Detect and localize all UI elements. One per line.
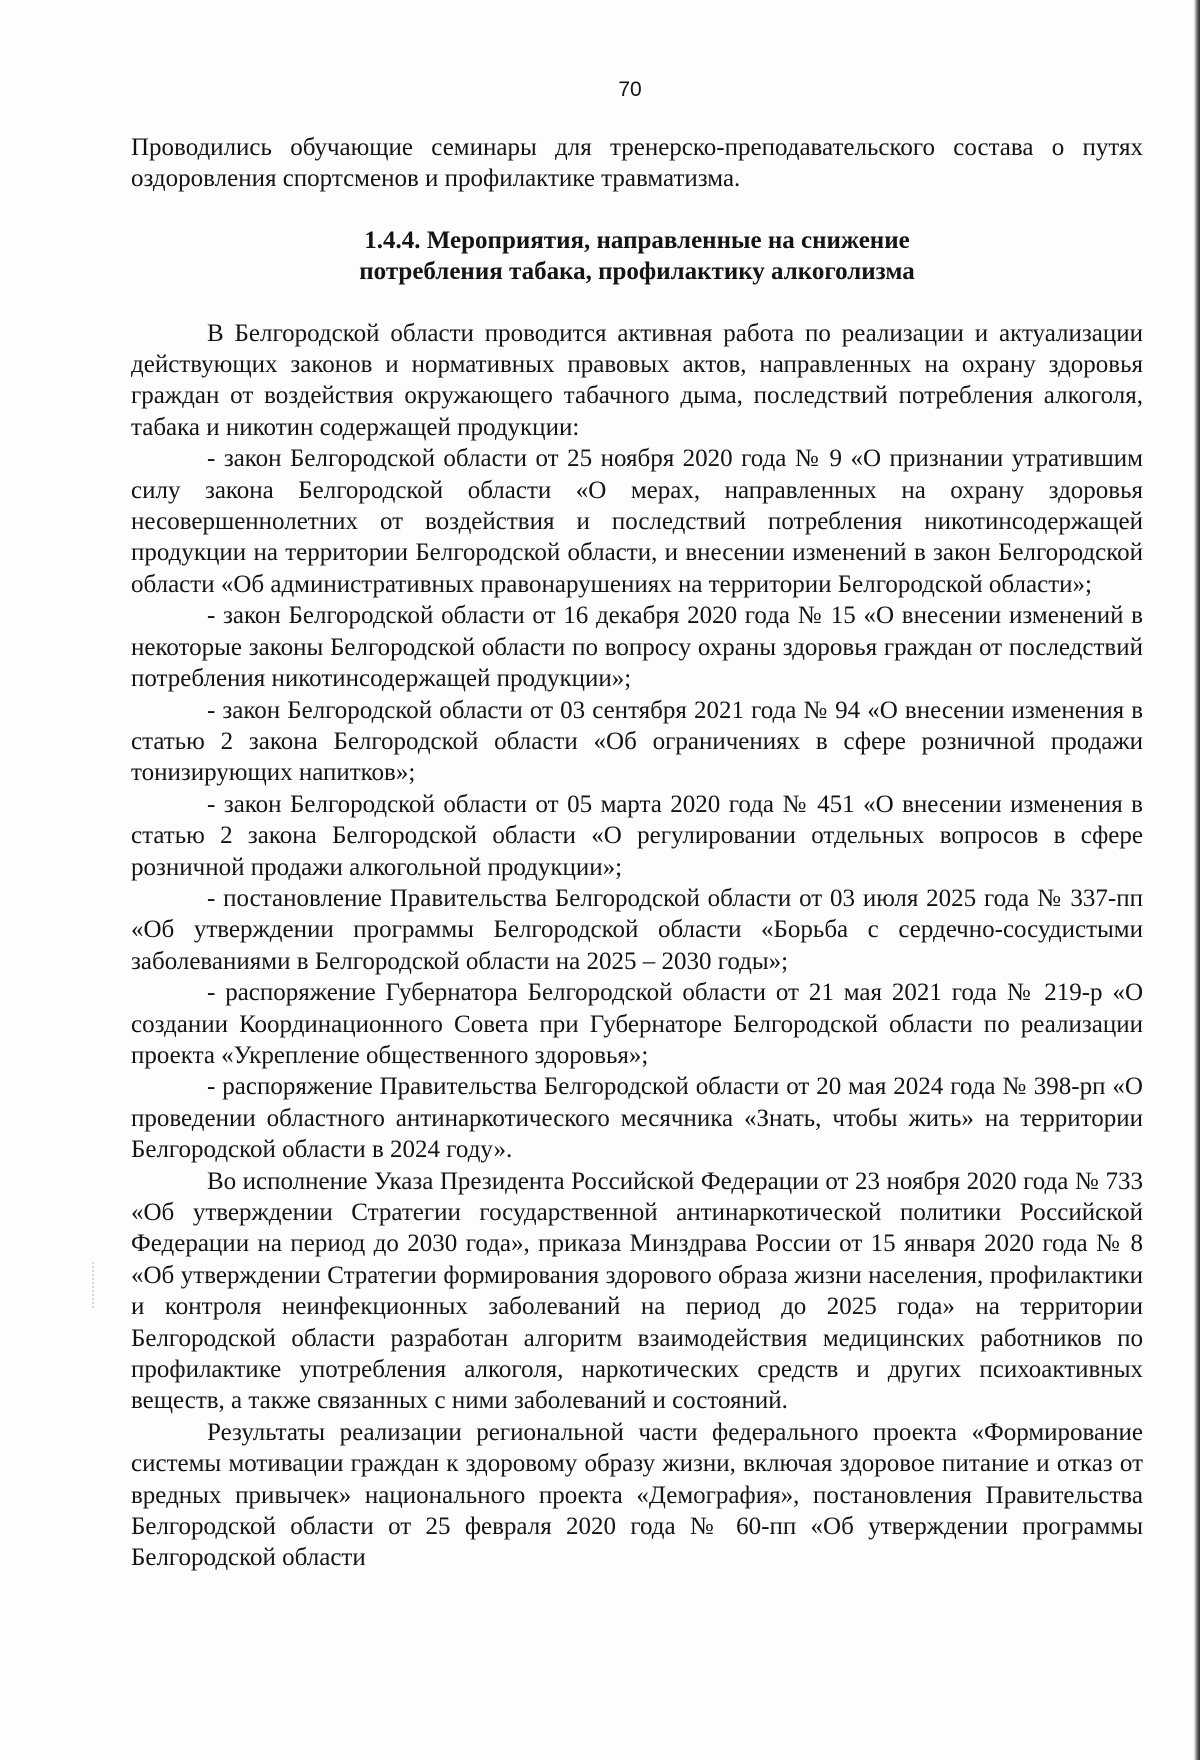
document-body bbox=[131, 132, 1143, 1574]
paragraph-presidential-decree: Во исполнение Указа Президента Российской Федерации от 23 ноября 2020 года № 733 «Об утверждении Стратегии государственной антинаркотической политики Российской Федерации на период до 2030 года», приказа Минздрава России от 15 января 2020 года № 8 «Об утверждении Стратегии формирования здорового образа жизни населения, профилактики и контроля неинфекционных заболеваний на период до 2025 года» на территории Белгородской области разработан алгоритм взаимодействия медицинских работников по профилактике употребления алкоголя, наркотических средств и других психоактивных веществ, а также связанных с ними заболеваний и состояний. bbox=[131, 1167, 1143, 1415]
scan-artifact bbox=[92, 1262, 120, 1308]
scan-edge-shadow bbox=[1194, 0, 1200, 1760]
list-item-law-9: - закон Белгородской области от 25 ноября 2020 года № 9 «О признании утратившим силу закона Белгородской области «О мерах, направленных на охрану здоровья несовершеннолетних от воздействия и последствий потребления никотинсодержащей продукции на территории Белгородской области, и внесении изменений в закон Белгородской области «Об административных правонарушениях на территории Белгородской области»; bbox=[131, 445, 1143, 598]
list-item-law-451: - закон Белгородской области от 05 марта 2020 года № 451 «О внесении изменения в статью 2 закона Белгородской области «О регулировании отдельных вопросов в сфере розничной продажи алкогольной продукции»; bbox=[131, 790, 1143, 881]
list-item-law-94: - закон Белгородской области от 03 сентября 2021 года № 94 «О внесении изменения в статью 2 закона Белгородской области «Об ограничениях в сфере розничной продажи тонизирующих напитков»; bbox=[131, 696, 1143, 787]
list-item-resolution-337: - постановление Правительства Белгородской области от 03 июля 2025 года № 337-пп «Об утверждении программы Белгородской области «Борьба с сердечно-сосудистыми заболеваниями в Белгородской области на 2025 – 2030 годы»; bbox=[131, 884, 1143, 975]
list-item-law-15: - закон Белгородской области от 16 декабря 2020 года № 15 «О внесении изменений в некоторые законы Белгородской области по вопросу охраны здоровья граждан от последствий потребления никотинсодержащей продукции»; bbox=[131, 602, 1143, 693]
section-heading bbox=[131, 225, 1143, 288]
paragraph-active-work: В Белгородской области проводится активная работа по реализации и актуализации действующих законов и нормативных правовых актов, направленных на охрану здоровья граждан от воздействия окружающего табачного дыма, последствий потребления алкоголя, табака и никотин содержащей продукции: bbox=[131, 319, 1143, 441]
section-heading-line-1: 1.4.4. Мероприятия, направленные на снижение bbox=[364, 226, 910, 254]
section-heading-line-2: потребления табака, профилактику алкоголизма bbox=[359, 258, 915, 286]
page-number: 70 bbox=[618, 78, 642, 101]
list-item-order-398: - распоряжение Правительства Белгородской области от 20 мая 2024 года № 398-рп «О проведении областного антинаркотического месячника «Знать, чтобы жить» на территории Белгородской области в 2024 году». bbox=[131, 1073, 1143, 1164]
paragraph-project-results: Результаты реализации региональной части федерального проекта «Формирование системы мотивации граждан к здоровому образу жизни, включая здоровое питание и отказ от вредных привычек» национального проекта «Демография», постановления Правительства Белгородской области от 25 февраля 2020 года № 60-пп «Об утверждении программы Белгородской области bbox=[131, 1418, 1143, 1572]
list-item-order-219: - распоряжение Губернатора Белгородской области от 21 мая 2021 года № 219-р «О создании Координационного Совета при Губернаторе Белгородской области по реализации проекта «Укрепление общественного здоровья»; bbox=[131, 979, 1143, 1069]
intro-paragraph: Проводились обучающие семинары для тренерско-преподавательского состава о путях оздоровления спортсменов и профилактике травматизма. bbox=[131, 134, 1143, 193]
